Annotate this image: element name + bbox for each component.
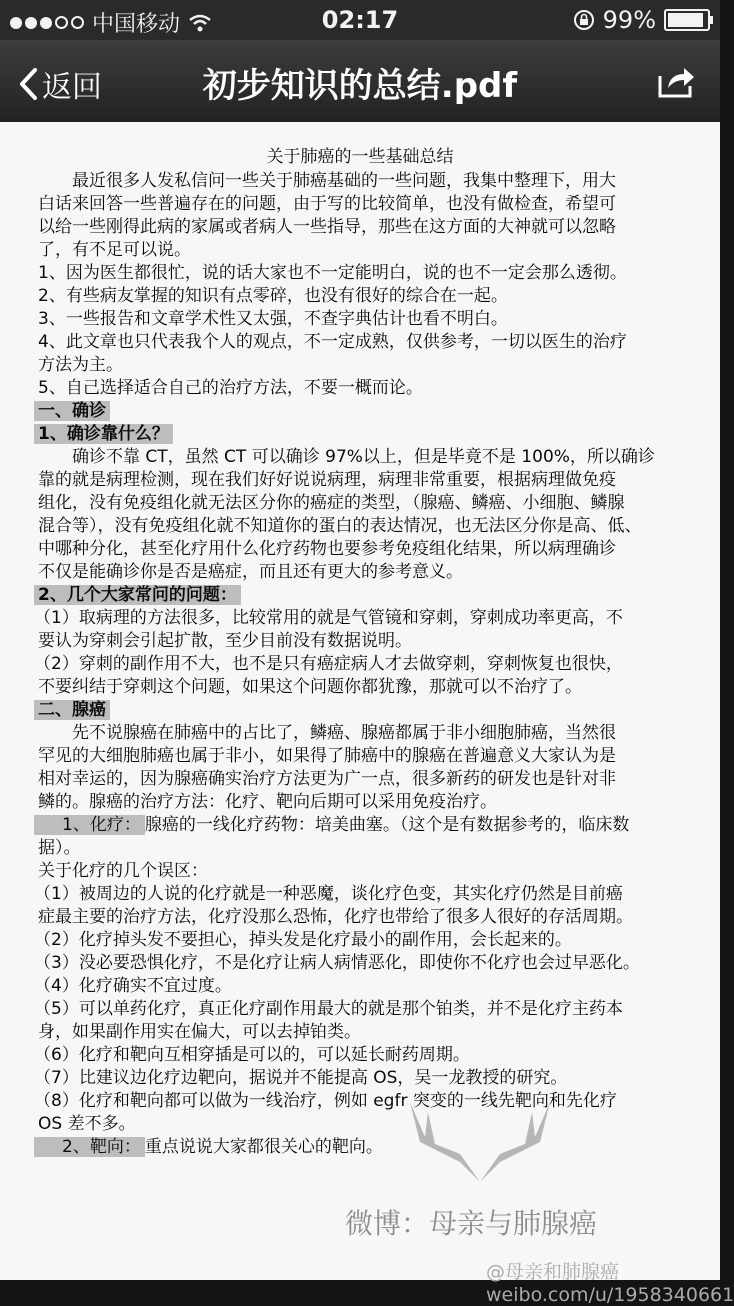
subsection-heading-text: 1、确诊靠什么？: [34, 424, 173, 444]
share-button[interactable]: [656, 62, 696, 104]
text-line: 先不说腺癌在肺癌中的占比了，鳞癌、腺癌都属于非小细胞肺癌，当然很: [72, 723, 616, 743]
section-heading-text: 二、腺癌: [34, 700, 110, 720]
text-line: （3）没必要恐惧化疗，不是化疗让病人病情恶化，即使你不化疗也会过早恶化。: [34, 953, 640, 973]
watermark-link: weibo.com/u/1958340661: [486, 1284, 734, 1306]
text-line: （6）化疗和靶向互相穿插是可以的，可以延长耐药周期。: [34, 1045, 470, 1065]
page-title: 初步知识的总结.pdf: [202, 66, 518, 106]
text-line: 鳞的。腺癌的治疗方法：化疗、靶向后期可以采用免疫治疗。: [38, 792, 497, 812]
text-line: 3、一些报告和文章学术性又太强，不查字典估计也看不明白。: [38, 309, 508, 329]
battery-percent: 99%: [602, 6, 656, 34]
text-line: （4）化疗确实不宜过度。: [34, 976, 232, 996]
text-line: 不要纠结于穿刺这个问题，如果这个问题你都犹豫，那就可以不治疗了。: [38, 677, 582, 697]
text-line: 2、有些病友掌握的知识有点零碎，也没有很好的综合在一起。: [38, 286, 508, 306]
text-line: 1、因为医生都很忙，说的话大家也不一定能明白，说的也不一定会那么透彻。: [38, 263, 627, 283]
rotation-lock-icon: [573, 9, 595, 31]
text-line: 相对幸运的，因为腺癌确实治疗方法更为广一点，很多新药的研发也是针对非: [38, 769, 616, 789]
text-line: 身，如果副作用实在偏大，可以去掉铂类。: [38, 1022, 361, 1042]
text-line: 方法为主。: [38, 355, 123, 375]
watermark-text: 微博：母亲与肺腺癌: [345, 1207, 598, 1240]
text-line: 4、此文章也只代表我个人的观点，不一定成熟，仅供参考，一切以医生的治疗: [38, 332, 627, 352]
watermark-url: [486, 1257, 734, 1306]
subsection-heading: [34, 423, 173, 445]
document-title: 关于肺癌的一些基础总结: [266, 147, 454, 167]
section-heading: [34, 699, 110, 721]
text-line: 组化，没有免疫组化就无法区分你的癌症的类型，（腺癌、鳞癌、小细胞、鳞腺: [38, 493, 625, 513]
text-line: （2）化疗掉头发不要担心，掉头发是化疗最小的副作用，会长起来的。: [34, 930, 572, 950]
share-icon: [656, 62, 696, 100]
text-line: 据）。: [38, 838, 81, 858]
targeted-text: 重点说说大家都很关心的靶向。: [144, 1137, 383, 1157]
text-line: （8）化疗和靶向都可以做为一线治疗，例如 egfr 突变的一线先靶向和先化疗: [34, 1091, 617, 1111]
text-line: 罕见的大细胞肺癌也属于非小，如果得了肺癌中的腺癌在普遍意义大家认为是: [38, 746, 616, 766]
chemo-text: 腺癌的一线化疗药物：培美曲塞。（这个是有数据参考的，临床数: [144, 815, 630, 835]
text-line: （1）被周边的人说的化疗就是一种恶魔，谈化疗色变，其实化疗仍然是目前癌: [34, 884, 623, 904]
text-line: 症最主要的治疗方法，化疗没那么恐怖，化疗也带给了很多人很好的存活周期。: [38, 907, 633, 927]
text-line: 确诊不靠 CT，虽然 CT 可以确诊 97%以上，但是毕竟不是 100%，所以确诊: [72, 447, 655, 467]
text-line: [34, 1136, 383, 1158]
text-line: 5、自己选择适合自己的治疗方法，不要一概而论。: [38, 378, 423, 398]
carrier-label: 中国移动: [92, 12, 181, 37]
text-line: （2）穿刺的副作用不大，也不是只有癌症病人才去做穿刺，穿刺恢复也很快，: [34, 654, 623, 674]
battery-icon: [664, 9, 710, 31]
text-line: 不仅是能确诊你是否是癌症，而且还有更大的参考意义。: [38, 562, 463, 582]
text-line: 最近很多人发私信问一些关于肺癌基础的一些问题，我集中整理下，用大: [72, 171, 616, 191]
clock: 02:17: [321, 6, 399, 34]
text-line: （7）比建议边化疗边靶向，据说并不能提高 OS，吴一龙教授的研究。: [34, 1068, 568, 1088]
targeted-heading: 2、靶向：: [34, 1137, 145, 1157]
status-bar: [0, 0, 720, 40]
text-line: 关于化疗的几个误区：: [38, 861, 208, 881]
status-right: [573, 6, 710, 34]
text-line: 要认为穿刺会引起扩散，至少目前没有数据说明。: [38, 631, 412, 651]
watermark-handle: @母亲和肺腺癌: [486, 1261, 620, 1283]
chemo-heading: 1、化疗：: [34, 815, 145, 835]
text-line: [34, 814, 629, 836]
text-line: 了，有不足可以说。: [38, 240, 191, 260]
subsection-heading-text: 2、几个大家常问的问题：: [34, 585, 241, 605]
back-label: 返回: [42, 70, 102, 105]
text-line: （5）可以单药化疗，真正化疗副作用最大的就是那个铂类，并不是化疗主药本: [34, 999, 623, 1019]
text-line: 靠的就是病理检测，现在我们好好说说病理，病理非常重要，根据病理做免疫: [38, 470, 616, 490]
navigation-bar: [0, 40, 720, 122]
text-line: 混合等），没有免疫组化就不知道你的蛋白的表达情况，也无法区分你是高、低、: [38, 516, 642, 536]
text-line: OS 差不多。: [38, 1114, 136, 1134]
text-line: 白话来回答一些普遍存在的问题，由于写的比较简单，也没有做检查，希望可: [38, 194, 616, 214]
pdf-page[interactable]: [0, 122, 734, 1306]
text-line: 中哪种分化，甚至化疗用什么化疗药物也要参考免疫组化结果，所以病理确诊: [38, 539, 616, 559]
antler-logo-icon: [390, 1082, 570, 1192]
section-heading-text: 一、确诊: [34, 401, 110, 421]
text-line: （1）取病理的方法很多，比较常用的就是气管镜和穿刺，穿刺成功率更高，不: [34, 608, 623, 628]
section-heading: [34, 400, 110, 422]
subsection-heading: [34, 584, 241, 606]
text-line: 以给一些刚得此病的家属或者病人一些指导，那些在这方面的大神就可以忽略: [38, 217, 616, 237]
